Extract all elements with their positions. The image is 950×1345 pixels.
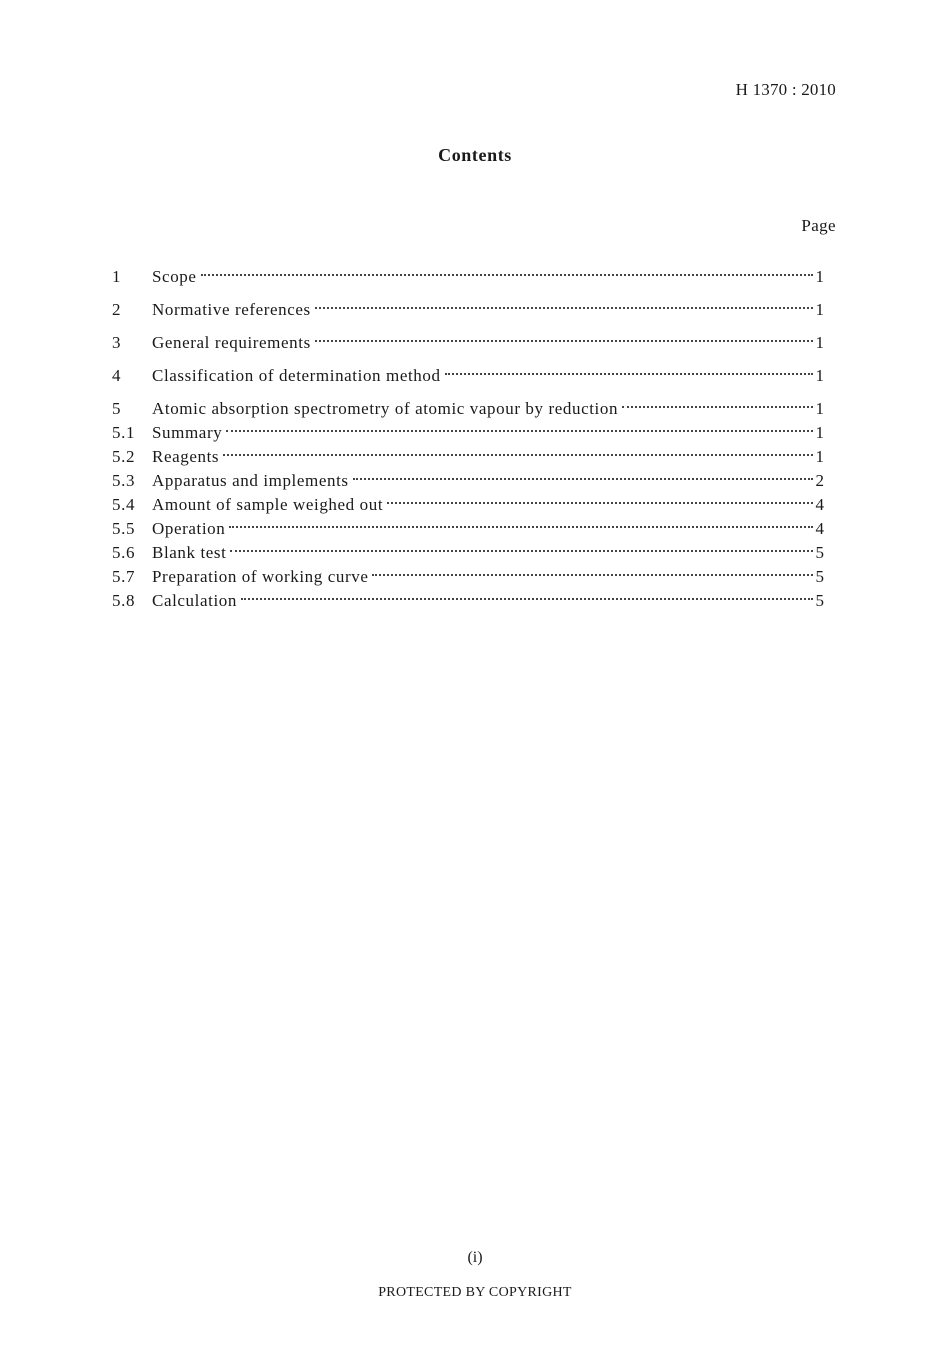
- page-number: (i): [467, 1249, 483, 1266]
- toc-entry[interactable]: [112, 331, 824, 355]
- toc-entry-page: 1: [815, 423, 824, 442]
- toc-entry-number: 5.5: [112, 519, 136, 538]
- toc-entry-number: 5.2: [112, 447, 136, 466]
- page-column-heading: Page: [801, 216, 836, 235]
- toc-entry-page: 1: [815, 300, 824, 319]
- dot-leader: [230, 550, 812, 552]
- toc-entry-title: Reagents: [152, 447, 220, 466]
- dot-leader: [353, 478, 813, 480]
- dot-leader: [315, 307, 813, 309]
- copyright-notice: PROTECTED BY COPYRIGHT: [378, 1285, 572, 1300]
- toc-entry-number: 1: [112, 267, 122, 286]
- toc-entry-title: Operation: [152, 519, 226, 538]
- toc-entry[interactable]: [112, 445, 824, 469]
- dot-leader: [226, 430, 812, 432]
- toc-entry[interactable]: [112, 565, 824, 589]
- toc-entry-title: Blank test: [152, 543, 227, 562]
- dot-leader: [372, 574, 812, 576]
- dot-leader: [315, 340, 813, 342]
- toc-entry-page: 4: [815, 519, 824, 538]
- table-of-contents: [112, 265, 824, 613]
- toc-entry-page: 1: [815, 267, 824, 286]
- toc-entry[interactable]: [112, 469, 824, 493]
- dot-leader: [387, 502, 812, 504]
- toc-entry-title: Amount of sample weighed out: [152, 495, 384, 514]
- dot-leader: [201, 274, 813, 276]
- toc-entry-page: 5: [815, 591, 824, 610]
- toc-entry-number: 5.3: [112, 471, 136, 490]
- toc-entry[interactable]: [112, 265, 824, 289]
- toc-entry-page: 1: [815, 447, 824, 466]
- toc-entry-title: Scope: [152, 267, 197, 286]
- toc-entry-number: 5.6: [112, 543, 136, 562]
- toc-entry-page: 5: [815, 543, 824, 562]
- toc-entry-title: Apparatus and implements: [152, 471, 349, 490]
- toc-entry[interactable]: [112, 298, 824, 322]
- toc-entry[interactable]: [112, 589, 824, 613]
- toc-entry-number: 5.1: [112, 423, 136, 442]
- dot-leader: [445, 373, 813, 375]
- toc-entry-page: 2: [815, 471, 824, 490]
- dot-leader: [223, 454, 812, 456]
- toc-entry-number: 5: [112, 399, 122, 418]
- toc-entry-number: 5.4: [112, 495, 136, 514]
- toc-entry-number: 5.7: [112, 567, 136, 586]
- toc-entry-title: General requirements: [152, 333, 311, 352]
- toc-entry[interactable]: [112, 397, 824, 421]
- document-id: H 1370 : 2010: [735, 80, 836, 99]
- dot-leader: [229, 526, 812, 528]
- dot-leader: [622, 406, 812, 408]
- toc-entry-title: Calculation: [152, 591, 237, 610]
- toc-entry-page: 5: [815, 567, 824, 586]
- toc-entry-page: 1: [815, 333, 824, 352]
- toc-entry-title: Classification of determination method: [152, 366, 441, 385]
- toc-entry[interactable]: [112, 493, 824, 517]
- toc-entry-title: Preparation of working curve: [152, 567, 369, 586]
- toc-entry[interactable]: [112, 421, 824, 445]
- toc-entry-number: 2: [112, 300, 122, 319]
- toc-entry[interactable]: [112, 517, 824, 541]
- page-title: Contents: [438, 145, 512, 165]
- dot-leader: [241, 598, 813, 600]
- toc-entry[interactable]: [112, 541, 824, 565]
- toc-entry-number: 4: [112, 366, 122, 385]
- toc-entry-title: Summary: [152, 423, 223, 442]
- toc-entry-title: Normative references: [152, 300, 311, 319]
- toc-entry-page: 4: [815, 495, 824, 514]
- toc-entry-number: 5.8: [112, 591, 136, 610]
- toc-entry[interactable]: [112, 364, 824, 388]
- toc-entry-page: 1: [815, 399, 824, 418]
- toc-entry-number: 3: [112, 333, 122, 352]
- toc-entry-title: Atomic absorption spectrometry of atomic vapour by reduction: [152, 399, 619, 418]
- toc-entry-page: 1: [815, 366, 824, 385]
